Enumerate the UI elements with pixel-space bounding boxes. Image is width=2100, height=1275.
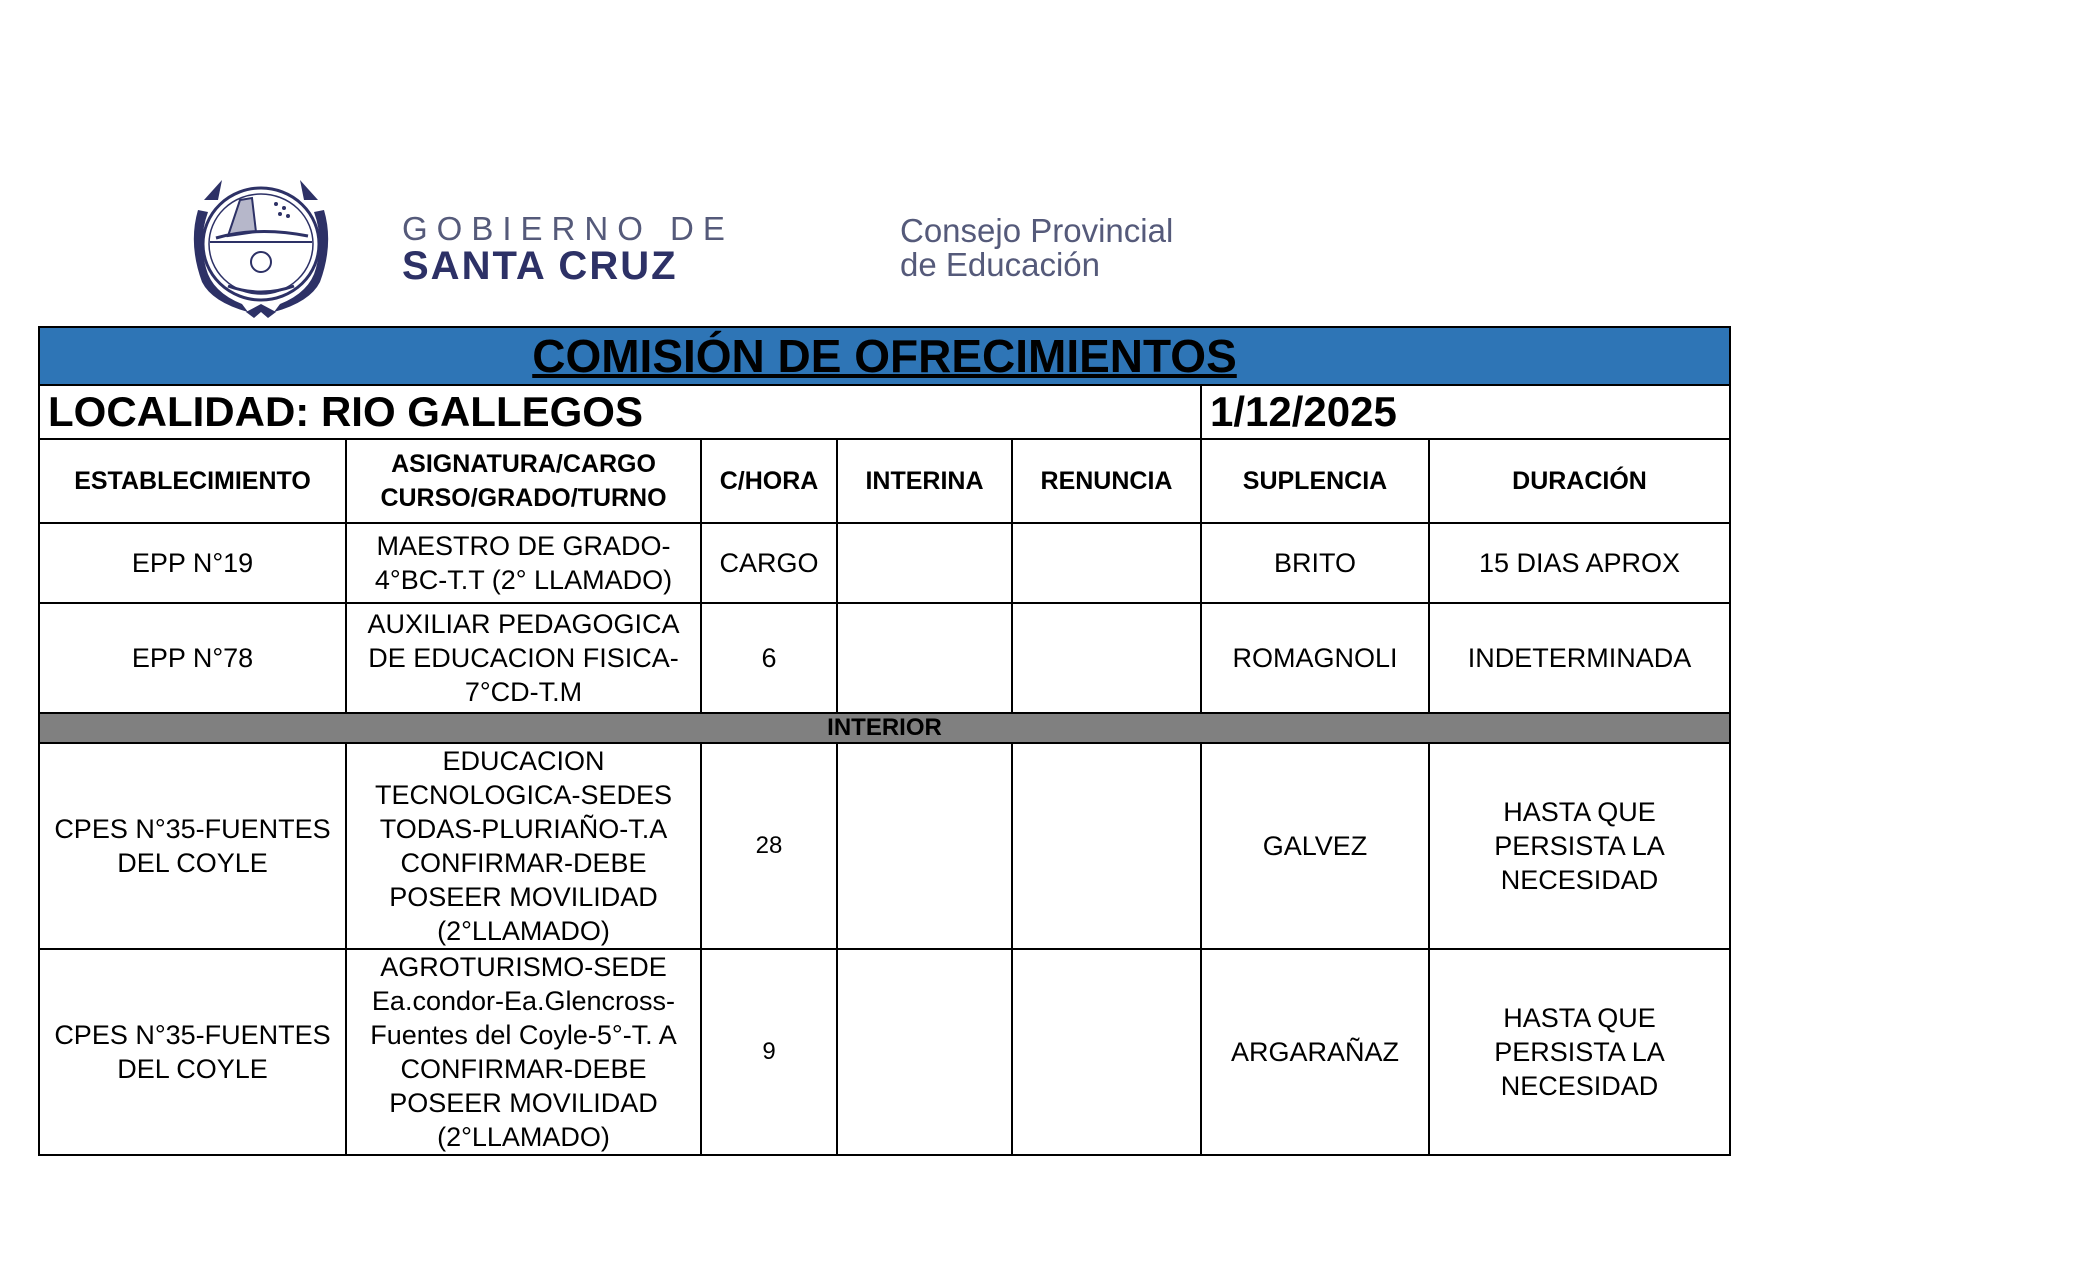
santa-cruz-line: SANTA CRUZ [402, 244, 678, 288]
col-asignatura [346, 439, 701, 523]
cell-renuncia [1012, 603, 1201, 713]
cell-establecimiento [39, 949, 346, 1155]
col-asignatura-line: ASIGNATURA/CARGO [391, 450, 656, 478]
cell-line: DE EDUCACION FISICA- [368, 643, 679, 673]
cell-asignatura [346, 743, 701, 949]
cell-line: NECESIDAD [1500, 1071, 1659, 1101]
cell-duracion [1429, 949, 1730, 1155]
cell-line: 7°CD-T.M [464, 677, 583, 707]
localidad-row [39, 385, 1730, 439]
col-chora: C/HORA [701, 439, 837, 523]
cell-duracion: INDETERMINADA [1429, 603, 1730, 713]
cell-renuncia [1012, 743, 1201, 949]
cell-line: (2°LLAMADO) [437, 1122, 610, 1152]
cell-interina [837, 603, 1012, 713]
localidad-label: LOCALIDAD: RIO GALLEGOS [39, 385, 1201, 439]
col-suplencia: SUPLENCIA [1201, 439, 1429, 523]
table-row [39, 523, 1730, 603]
santa-cruz-seal-icon [168, 170, 354, 322]
ofrecimientos-table [38, 326, 1731, 1156]
cell-line: POSEER MOVILIDAD [389, 1088, 658, 1118]
cell-interina [837, 743, 1012, 949]
cell-line: AGROTURISMO-SEDE [380, 952, 667, 982]
educacion-line: de Educación [900, 246, 1100, 283]
table-row [39, 743, 1730, 949]
title-row [39, 327, 1730, 385]
cell-line: Fuentes del Coyle-5°-T. A [370, 1020, 677, 1050]
cell-asignatura [346, 523, 701, 603]
date-label: 1/12/2025 [1201, 385, 1730, 439]
col-establecimiento: ESTABLECIMIENTO [39, 439, 346, 523]
cell-line: TODAS-PLURIAÑO-T.A [379, 814, 668, 844]
cell-renuncia [1012, 523, 1201, 603]
consejo-provincial-logo [900, 214, 1173, 282]
cell-chora: CARGO [701, 523, 837, 603]
table-title: COMISIÓN DE OFRECIMIENTOS [39, 327, 1730, 385]
cell-line: CPES N°35-FUENTES [54, 1020, 331, 1050]
cell-duracion [1429, 743, 1730, 949]
cell-suplencia: GALVEZ [1201, 743, 1429, 949]
cell-asignatura [346, 949, 701, 1155]
cell-line: TECNOLOGICA-SEDES [374, 780, 673, 810]
section-label: INTERIOR [39, 713, 1730, 743]
cell-duracion: 15 DIAS APROX [1429, 523, 1730, 603]
consejo-line: Consejo Provincial [900, 212, 1174, 249]
cell-line: CONFIRMAR-DEBE [400, 848, 647, 878]
section-row-interior [39, 713, 1730, 743]
cell-chora: 9 [701, 949, 837, 1155]
cell-renuncia [1012, 949, 1201, 1155]
cell-line: 4°BC-T.T (2° LLAMADO) [374, 565, 673, 595]
cell-interina [837, 523, 1012, 603]
cell-line: (2°LLAMADO) [437, 916, 610, 946]
cell-line: CONFIRMAR-DEBE [400, 1054, 647, 1084]
gobierno-line: GOBIERNO DE [402, 210, 734, 247]
cell-interina [837, 949, 1012, 1155]
cell-asignatura [346, 603, 701, 713]
cell-line: AUXILIAR PEDAGOGICA [367, 609, 680, 639]
column-header-row [39, 439, 1730, 523]
cell-line: Ea.condor-Ea.Glencross- [371, 986, 676, 1016]
cell-line: HASTA QUE [1503, 1003, 1656, 1033]
col-duracion: DURACIÓN [1429, 439, 1730, 523]
cell-line: DEL COYLE [117, 1054, 268, 1084]
col-interina: INTERINA [837, 439, 1012, 523]
cell-establecimiento: EPP N°19 [39, 523, 346, 603]
gobierno-santa-cruz-logo [402, 212, 734, 286]
cell-line: PERSISTA LA [1494, 1037, 1665, 1067]
table-row [39, 949, 1730, 1155]
cell-line: MAESTRO DE GRADO- [376, 531, 671, 561]
cell-suplencia: ROMAGNOLI [1201, 603, 1429, 713]
cell-chora: 28 [701, 743, 837, 949]
col-curso-line: CURSO/GRADO/TURNO [380, 484, 667, 512]
cell-line: CPES N°35-FUENTES [54, 814, 331, 844]
cell-suplencia: ARGARAÑAZ [1201, 949, 1429, 1155]
col-renuncia: RENUNCIA [1012, 439, 1201, 523]
table-row [39, 603, 1730, 713]
cell-establecimiento [39, 743, 346, 949]
cell-line: DEL COYLE [117, 848, 268, 878]
cell-line: PERSISTA LA [1494, 831, 1665, 861]
cell-line: EDUCACION [442, 746, 605, 776]
cell-establecimiento: EPP N°78 [39, 603, 346, 713]
cell-line: POSEER MOVILIDAD [389, 882, 658, 912]
cell-line: HASTA QUE [1503, 797, 1656, 827]
cell-line: NECESIDAD [1500, 865, 1659, 895]
cell-chora: 6 [701, 603, 837, 713]
cell-suplencia: BRITO [1201, 523, 1429, 603]
